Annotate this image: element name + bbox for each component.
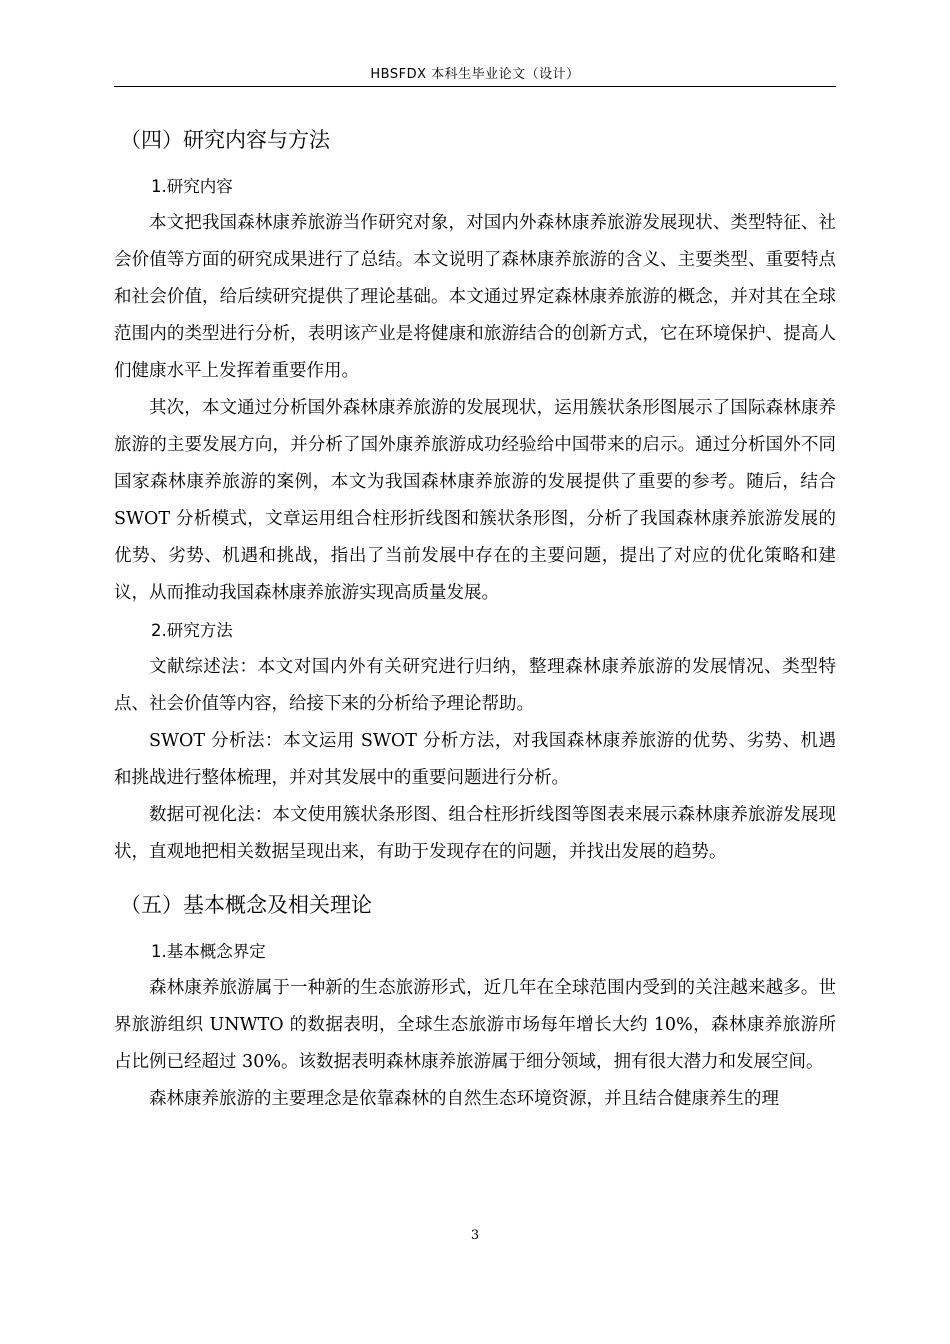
paragraph: 其次，本文通过分析国外森林康养旅游的发展现状，运用簇状条形图展示了国际森林康养旅游的主要发展方向，并分析了国外康养旅游成功经验给中国带来的启示。通过分析国外不同国家森林康养旅游的案例，本文为我国森林康养旅游的发展提供了重要的参考。随后，结合 SWOT 分析模式，文章运用组合柱形折线图和簇状条形图，分析了我国森林康养旅游发展的优势、劣势、机遇和挑战，指出了当前发展中存在的主要问题，提出了对应的优化策略和建议，从而推动我国森林康养旅游实现高质量发展。	[114, 398, 836, 603]
subheading-research-methods: 2.研究方法	[151, 621, 233, 640]
paragraph: 森林康养旅游属于一种新的生态旅游形式，近几年在全球范围内受到的关注越来越多。世界旅游组织 UNWTO 的数据表明，全球生态旅游市场每年增长大约 10%，森林康养旅游所占比例已经超过 30%。该数据表明森林康养旅游属于细分领域，拥有很大潜力和发展空间。	[114, 978, 836, 1072]
page-number: 3	[470, 1228, 480, 1243]
paragraph: 数据可视化法：本文使用簇状条形图、组合柱形折线图等图表来展示森林康养旅游发展现状，直观地把相关数据呈现出来，有助于发现存在的问题，并找出发展的趋势。	[114, 805, 836, 862]
paragraph: 文献综述法：本文对国内外有关研究进行归纳，整理森林康养旅游的发展情况、类型特点、社会价值等内容，给接下来的分析给予理论帮助。	[114, 657, 836, 714]
paragraph: 森林康养旅游的主要理念是依靠森林的自然生态环境资源，并且结合健康养生的理	[149, 1089, 779, 1109]
running-header: HBSFDX 本科生毕业论文（设计）	[370, 67, 580, 82]
subheading-research-content: 1.研究内容	[151, 177, 233, 196]
section-heading-research-content-methods: （四）研究内容与方法	[120, 128, 330, 152]
paragraph: 本文把我国森林康养旅游当作研究对象，对国内外森林康养旅游发展现状、类型特征、社会价值等方面的研究成果进行了总结。本文说明了森林康养旅游的含义、主要类型、重要特点和社会价值，给后续研究提供了理论基础。本文通过界定森林康养旅游的概念，并对其在全球范围内的类型进行分析，表明该产业是将健康和旅游结合的创新方式，它在环境保护、提高人们健康水平上发挥着重要作用。	[114, 213, 836, 381]
paragraph: SWOT 分析法：本文运用 SWOT 分析方法，对我国森林康养旅游的优势、劣势、机遇和挑战进行整体梳理，并对其发展中的重要问题进行分析。	[114, 731, 836, 788]
section-heading-basic-concepts: （五）基本概念及相关理论	[120, 893, 372, 917]
subheading-concept-definition: 1.基本概念界定	[151, 942, 266, 961]
header-divider	[114, 86, 836, 87]
page-body	[114, 118, 836, 1118]
